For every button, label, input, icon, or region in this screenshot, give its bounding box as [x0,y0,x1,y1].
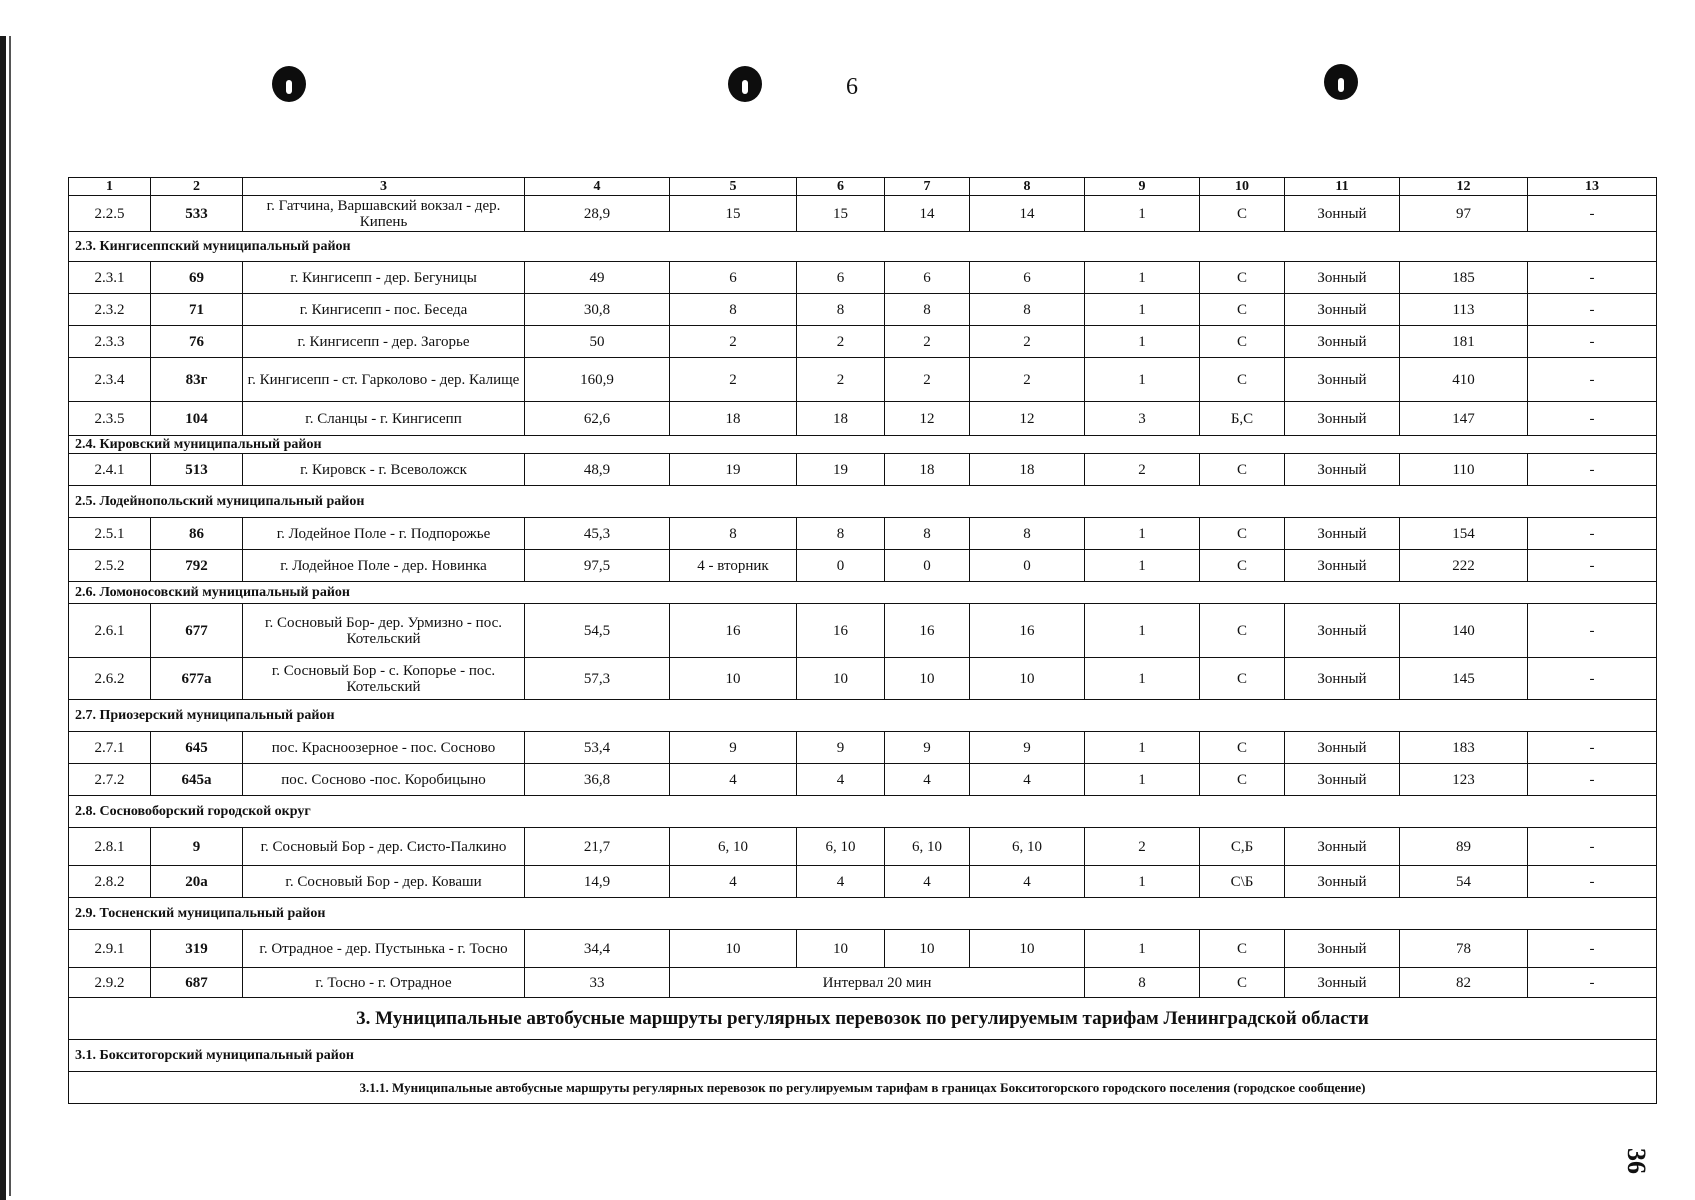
table-row [69,262,1657,294]
trips-cell: 8 [970,294,1085,326]
tariff-type-cell: Зонный [1285,294,1400,326]
tariff-type-cell: Зонный [1285,828,1400,866]
table-row [69,828,1657,866]
column-number: 7 [885,178,970,196]
table-row [69,294,1657,326]
row-number-cell: 2.7.1 [69,732,151,764]
trips-cell: 6, 10 [970,828,1085,866]
trips-cell: 4 [970,866,1085,898]
trips-cell: 12 [970,402,1085,436]
route-name-cell: г. Сосновый Бор - дер. Коваши [243,866,525,898]
trips-cell: 16 [670,604,797,658]
trips-cell: 18 [797,402,885,436]
route-number-cell: 86 [151,518,243,550]
vehicles-cell: 1 [1085,262,1200,294]
tariff-type-cell: Зонный [1285,604,1400,658]
trips-cell: 2 [670,358,797,402]
trips-cell: 2 [885,326,970,358]
section-heading: 2.8. Сосновоборский городской округ [69,796,1657,828]
note-cell: - [1528,866,1657,898]
trips-cell: 9 [797,732,885,764]
trips-cell: 4 [885,764,970,796]
column-number: 9 [1085,178,1200,196]
section-heading: 2.4. Кировский муниципальный район [69,436,1657,454]
column-number: 4 [525,178,670,196]
route-length-cell: 57,3 [525,658,670,700]
route-name-cell: г. Кингисепп - дер. Бегуницы [243,262,525,294]
fare-cell: 97 [1400,196,1528,232]
trips-cell: 18 [970,454,1085,486]
section-heading-row [69,232,1657,262]
trips-cell: 2 [797,358,885,402]
route-length-cell: 28,9 [525,196,670,232]
scan-left-edge [0,36,6,1200]
vehicle-class-cell: С [1200,326,1285,358]
fare-cell: 113 [1400,294,1528,326]
note-cell: - [1528,454,1657,486]
trips-cell: 8 [970,518,1085,550]
trips-cell: 0 [885,550,970,582]
note-cell: - [1528,604,1657,658]
fare-cell: 54 [1400,866,1528,898]
vehicle-class-cell: С [1200,518,1285,550]
table-row [69,454,1657,486]
fare-cell: 145 [1400,658,1528,700]
trips-cell: 18 [670,402,797,436]
note-cell: - [1528,968,1657,998]
route-number-cell: 687 [151,968,243,998]
vehicles-cell: 1 [1085,326,1200,358]
route-length-cell: 53,4 [525,732,670,764]
tariff-type-cell: Зонный [1285,262,1400,294]
row-number-cell: 2.3.2 [69,294,151,326]
section-heading-row [69,796,1657,828]
vehicle-class-cell: С [1200,454,1285,486]
route-number-cell: 533 [151,196,243,232]
section-heading-row [69,898,1657,930]
row-number-cell: 2.4.1 [69,454,151,486]
trips-cell: 6 [885,262,970,294]
tariff-type-cell: Зонный [1285,866,1400,898]
note-cell: - [1528,262,1657,294]
tariff-type-cell: Зонный [1285,968,1400,998]
route-length-cell: 30,8 [525,294,670,326]
trips-cell: 9 [970,732,1085,764]
vehicles-cell: 1 [1085,518,1200,550]
trips-cell: 12 [885,402,970,436]
route-name-cell: г. Гатчина, Варшавский вокзал - дер. Кипень [243,196,525,232]
trips-cell: 8 [885,518,970,550]
fare-cell: 222 [1400,550,1528,582]
route-name-cell: г. Сосновый Бор - с. Копорье - пос. Котельский [243,658,525,700]
trips-cell: 8 [797,294,885,326]
table-row [69,358,1657,402]
table-row [69,764,1657,796]
table-row [69,550,1657,582]
table-row [69,658,1657,700]
route-length-cell: 36,8 [525,764,670,796]
trips-cell: 4 [797,764,885,796]
vehicle-class-cell: С [1200,658,1285,700]
route-name-cell: г. Лодейное Поле - дер. Новинка [243,550,525,582]
table-row [69,402,1657,436]
trips-cell: 2 [797,326,885,358]
interval-cell: Интервал 20 мин [670,968,1085,998]
note-cell: - [1528,658,1657,700]
vehicle-class-cell: С [1200,294,1285,326]
route-number-cell: 645а [151,764,243,796]
trips-cell: 4 [885,866,970,898]
scan-left-edge-line [9,36,11,1196]
table-row [69,866,1657,898]
route-number-cell: 792 [151,550,243,582]
fare-cell: 110 [1400,454,1528,486]
column-number-row [69,178,1657,196]
route-number-cell: 319 [151,930,243,968]
row-number-cell: 2.8.2 [69,866,151,898]
trips-cell: 2 [970,358,1085,402]
route-length-cell: 14,9 [525,866,670,898]
table-row [69,326,1657,358]
row-number-cell: 2.3.5 [69,402,151,436]
trips-cell: 0 [797,550,885,582]
trips-cell: 4 [670,866,797,898]
row-number-cell: 2.9.2 [69,968,151,998]
route-number-cell: 104 [151,402,243,436]
route-number-cell: 677 [151,604,243,658]
trips-cell: 14 [970,196,1085,232]
column-number: 2 [151,178,243,196]
page-number: 6 [846,74,858,100]
trips-cell: 2 [970,326,1085,358]
note-cell: - [1528,196,1657,232]
route-length-cell: 34,4 [525,930,670,968]
route-number-cell: 513 [151,454,243,486]
vehicles-cell: 1 [1085,550,1200,582]
side-page-number: 36 [1622,1148,1651,1174]
route-name-cell: г. Отрадное - дер. Пустынька - г. Тосно [243,930,525,968]
route-number-cell: 20а [151,866,243,898]
fare-cell: 185 [1400,262,1528,294]
trips-cell: 18 [885,454,970,486]
note-cell: - [1528,550,1657,582]
vehicle-class-cell: С [1200,262,1285,294]
fare-cell: 147 [1400,402,1528,436]
trips-cell: 15 [797,196,885,232]
column-number: 5 [670,178,797,196]
trips-cell: 6, 10 [797,828,885,866]
trips-cell: 6, 10 [885,828,970,866]
section-heading: 2.5. Лодейнопольский муниципальный район [69,486,1657,518]
column-number: 10 [1200,178,1285,196]
vehicles-cell: 1 [1085,604,1200,658]
trips-cell: 4 [970,764,1085,796]
note-cell: - [1528,294,1657,326]
tariff-type-cell: Зонный [1285,358,1400,402]
route-length-cell: 45,3 [525,518,670,550]
route-name-cell: г. Тосно - г. Отрадное [243,968,525,998]
section-heading-row [69,486,1657,518]
section-heading: 2.7. Приозерский муниципальный район [69,700,1657,732]
chapter-heading-row [69,998,1657,1040]
section-heading-row [69,582,1657,604]
table-row [69,732,1657,764]
punch-hole-right [1324,64,1358,100]
fare-cell: 181 [1400,326,1528,358]
trips-cell: 19 [797,454,885,486]
vehicle-class-cell: С [1200,358,1285,402]
column-number: 1 [69,178,151,196]
route-number-cell: 9 [151,828,243,866]
vehicles-cell: 1 [1085,930,1200,968]
tariff-type-cell: Зонный [1285,930,1400,968]
fare-cell: 140 [1400,604,1528,658]
trips-cell: 10 [885,658,970,700]
tariff-type-cell: Зонный [1285,550,1400,582]
route-number-cell: 71 [151,294,243,326]
route-number-cell: 645 [151,732,243,764]
row-number-cell: 2.3.1 [69,262,151,294]
row-number-cell: 2.2.5 [69,196,151,232]
vehicle-class-cell: С,Б [1200,828,1285,866]
row-number-cell: 2.3.3 [69,326,151,358]
tariff-type-cell: Зонный [1285,402,1400,436]
route-name-cell: г. Лодейное Поле - г. Подпорожье [243,518,525,550]
table-row [69,604,1657,658]
section-heading: 2.9. Тосненский муниципальный район [69,898,1657,930]
route-name-cell: г. Кингисепп - пос. Беседа [243,294,525,326]
tariff-type-cell: Зонный [1285,518,1400,550]
trips-cell: 9 [670,732,797,764]
trips-cell: 0 [970,550,1085,582]
route-name-cell: г. Кингисепп - ст. Гарколово - дер. Калище [243,358,525,402]
row-number-cell: 2.7.2 [69,764,151,796]
vehicles-cell: 1 [1085,196,1200,232]
route-length-cell: 54,5 [525,604,670,658]
trips-cell: 10 [970,658,1085,700]
trips-cell: 6 [970,262,1085,294]
table-row [69,518,1657,550]
note-cell: - [1528,828,1657,866]
trips-cell: 10 [885,930,970,968]
vehicles-cell: 8 [1085,968,1200,998]
trips-cell: 14 [885,196,970,232]
row-number-cell: 2.9.1 [69,930,151,968]
vehicle-class-cell: С [1200,196,1285,232]
section-heading-row [69,700,1657,732]
tariff-type-cell: Зонный [1285,454,1400,486]
table-body [69,178,1657,1104]
trips-cell: 10 [797,658,885,700]
vehicle-class-cell: С [1200,930,1285,968]
fare-cell: 183 [1400,732,1528,764]
section-heading: 3.1. Бокситогорский муниципальный район [69,1040,1657,1072]
column-number: 8 [970,178,1085,196]
column-number: 13 [1528,178,1657,196]
section-heading: 2.6. Ломоносовский муниципальный район [69,582,1657,604]
vehicle-class-cell: С [1200,604,1285,658]
trips-cell: 8 [670,518,797,550]
routes-table [68,177,1657,1104]
vehicle-class-cell: С [1200,968,1285,998]
punch-hole-left [272,66,306,102]
trips-cell: 8 [797,518,885,550]
route-name-cell: г. Кировск - г. Всеволожск [243,454,525,486]
trips-cell: 10 [670,658,797,700]
note-cell: - [1528,326,1657,358]
trips-cell: 6, 10 [670,828,797,866]
vehicle-class-cell: С [1200,732,1285,764]
vehicle-class-cell: С [1200,764,1285,796]
trips-cell: 4 [670,764,797,796]
table-row [69,930,1657,968]
tariff-type-cell: Зонный [1285,764,1400,796]
trips-cell: 4 [797,866,885,898]
vehicle-class-cell: Б,С [1200,402,1285,436]
vehicles-cell: 1 [1085,358,1200,402]
vehicles-cell: 1 [1085,732,1200,764]
column-number: 11 [1285,178,1400,196]
route-name-cell: пос. Сосново -пос. Коробицыно [243,764,525,796]
route-number-cell: 83г [151,358,243,402]
trips-cell: 10 [670,930,797,968]
fare-cell: 123 [1400,764,1528,796]
note-cell: - [1528,402,1657,436]
table-row [69,968,1657,998]
vehicles-cell: 1 [1085,658,1200,700]
vehicle-class-cell: С [1200,550,1285,582]
trips-cell: 8 [885,294,970,326]
trips-cell: 6 [797,262,885,294]
subsection-heading: 3.1.1. Муниципальные автобусные маршруты регулярных перевозок по регулируемым тарифам в границах Бокситогорского городского поселения (городское сообщение) [69,1072,1657,1104]
note-cell: - [1528,518,1657,550]
table-row [69,196,1657,232]
row-number-cell: 2.6.2 [69,658,151,700]
chapter-heading: 3. Муниципальные автобусные маршруты регулярных перевозок по регулируемым тарифам Ленинградской области [69,998,1657,1040]
row-number-cell: 2.6.1 [69,604,151,658]
vehicles-cell: 1 [1085,294,1200,326]
fare-cell: 410 [1400,358,1528,402]
vehicles-cell: 1 [1085,866,1200,898]
tariff-type-cell: Зонный [1285,732,1400,764]
trips-cell: 15 [670,196,797,232]
trips-cell: 19 [670,454,797,486]
row-number-cell: 2.3.4 [69,358,151,402]
route-length-cell: 49 [525,262,670,294]
trips-cell: 9 [885,732,970,764]
section-heading: 2.3. Кингисеппский муниципальный район [69,232,1657,262]
fare-cell: 154 [1400,518,1528,550]
note-cell: - [1528,358,1657,402]
subsection-heading-row [69,1072,1657,1104]
section-heading-row [69,436,1657,454]
tariff-type-cell: Зонный [1285,196,1400,232]
vehicles-cell: 2 [1085,454,1200,486]
route-name-cell: г. Сланцы - г. Кингисепп [243,402,525,436]
column-number: 6 [797,178,885,196]
trips-cell: 4 - вторник [670,550,797,582]
column-number: 12 [1400,178,1528,196]
tariff-type-cell: Зонный [1285,326,1400,358]
trips-cell: 16 [970,604,1085,658]
route-name-cell: г. Сосновый Бор- дер. Урмизно - пос. Котельский [243,604,525,658]
route-number-cell: 69 [151,262,243,294]
fare-cell: 82 [1400,968,1528,998]
trips-cell: 16 [885,604,970,658]
trips-cell: 10 [970,930,1085,968]
vehicles-cell: 1 [1085,764,1200,796]
trips-cell: 16 [797,604,885,658]
route-length-cell: 21,7 [525,828,670,866]
trips-cell: 6 [670,262,797,294]
route-length-cell: 50 [525,326,670,358]
route-length-cell: 160,9 [525,358,670,402]
row-number-cell: 2.5.2 [69,550,151,582]
vehicles-cell: 2 [1085,828,1200,866]
column-number: 3 [243,178,525,196]
section-heading-row [69,1040,1657,1072]
row-number-cell: 2.5.1 [69,518,151,550]
route-name-cell: пос. Красноозерное - пос. Сосново [243,732,525,764]
trips-cell: 2 [670,326,797,358]
route-number-cell: 677а [151,658,243,700]
note-cell: - [1528,732,1657,764]
route-length-cell: 62,6 [525,402,670,436]
vehicles-cell: 3 [1085,402,1200,436]
fare-cell: 89 [1400,828,1528,866]
fare-cell: 78 [1400,930,1528,968]
route-name-cell: г. Кингисепп - дер. Загорье [243,326,525,358]
punch-hole-center [728,66,762,102]
note-cell: - [1528,930,1657,968]
route-name-cell: г. Сосновый Бор - дер. Систо-Палкино [243,828,525,866]
route-length-cell: 97,5 [525,550,670,582]
row-number-cell: 2.8.1 [69,828,151,866]
route-number-cell: 76 [151,326,243,358]
trips-cell: 10 [797,930,885,968]
route-length-cell: 33 [525,968,670,998]
vehicle-class-cell: С\Б [1200,866,1285,898]
route-length-cell: 48,9 [525,454,670,486]
trips-cell: 8 [670,294,797,326]
note-cell: - [1528,764,1657,796]
trips-cell: 2 [885,358,970,402]
tariff-type-cell: Зонный [1285,658,1400,700]
